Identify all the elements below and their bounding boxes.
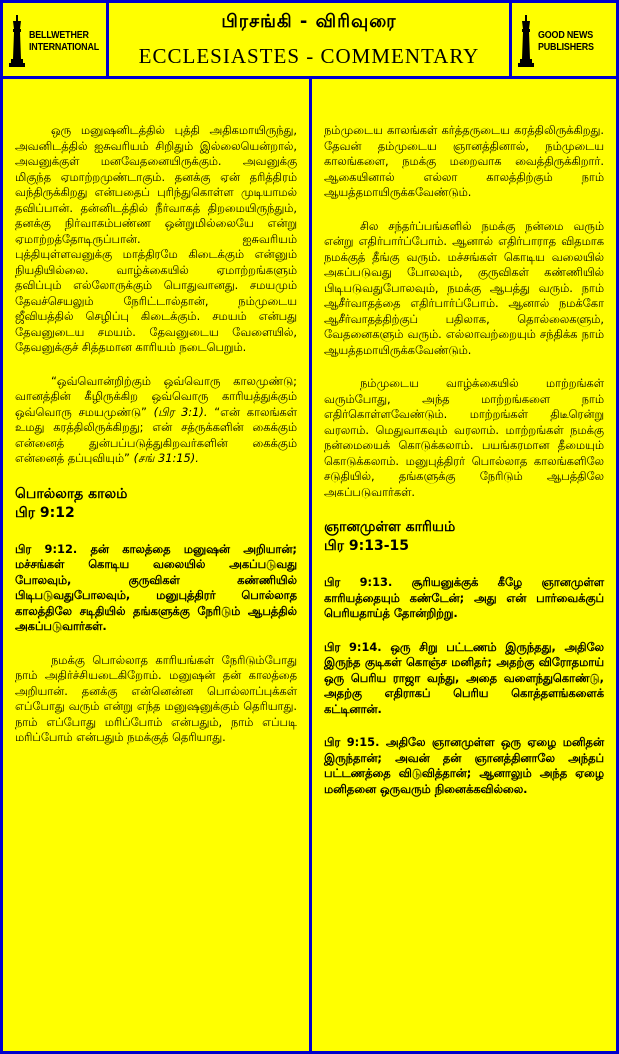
logo-right-line1: GOOD NEWS bbox=[538, 29, 593, 41]
quote-2-ref: (சங் 31:15). bbox=[133, 451, 199, 465]
logo-right-line2: PUBLISHERS bbox=[538, 41, 594, 53]
section-title: பொல்லாத காலம் bbox=[15, 485, 128, 502]
verse-9-12: பிர 9:12. தன் காலத்தை மனுஷன் அறியான்; மச்சங்கள் கொடிய வலையில் அகப்படுவது போலவும், குருவிகள் கண்ணியில் பிடிபடுவதுபோலவும், மனுபுத்திரர் பொல்லாத காலத்திலே சடிதியில் தங்களுக்கு நேரிடும் ஆபத்தில் அகப்படுவார்கள். bbox=[15, 541, 297, 633]
right-paragraph-3: நம்முடைய வாழ்க்கையில் மாற்றங்கள் வரும்போது, அந்த மாற்றங்களை நாம் எதிர்கொள்ளவேண்டும். மாற்றங்கள் திடீரென்று வரலாம். மெதுவாகவும் வரலாம். மாற்றங்கள் நமக்கு நன்மையைக் கொடுக்கலாம். பயங்கரமான தீமையும் கொடுக்கலாம். மனுபுத்திரர் பொல்லாத காலங்களிலே சடுதியில், தங்களுக்கு நேரிடும் ஆபத்திலே அகப்படுவார்கள். bbox=[324, 376, 604, 499]
section-title: ஞானமுள்ள காரியம் bbox=[324, 519, 456, 535]
section-ref: பிர 9:12 bbox=[15, 504, 75, 521]
section-heading-left bbox=[15, 485, 297, 523]
logo-left-line1: BELLWETHER bbox=[29, 29, 89, 41]
left-column bbox=[0, 76, 312, 1054]
verse-9-14: பிர 9:14. ஒரு சிறு பட்டணம் இருந்தது, அதிலே இருந்த குடிகள் கொஞ்ச மனிதர்; அதற்கு விரோதமாய் ஒரு பெரிய ராஜா வந்து, அதை வளைந்துகொண்டு, அதற்கு எதிராகப் பெரிய கொத்தளங்களைக் கட்டினான். bbox=[324, 639, 604, 716]
quote-2: “என் காலங்கள் உமது கரத்திலிருக்கிறது; என் சத்ருக்களின் கைக்கும் என்னைத் துன்பப்படுத்துகிறவர்களின் கைக்கும் என்னைத் தப்புவியும்” bbox=[15, 404, 297, 465]
title-tamil: பிரசங்கி - விரிவுரை bbox=[221, 11, 397, 32]
logo-right-box bbox=[509, 0, 619, 79]
section-heading-right bbox=[324, 518, 604, 556]
tower-icon bbox=[518, 15, 534, 67]
right-paragraph-1: நம்முடைய காலங்கள் கர்த்தருடைய கரத்திலிருக்கிறது. தேவன் தம்முடைய ஞானத்தினால், நம்முடைய காலங்களை, நமக்கு மறைவாக வைத்திருக்கிறார். ஆகையினால் எல்லா காலத்திற்கும் நாம் ஆயத்தமாயிருக்கவேண்டும். bbox=[324, 123, 604, 199]
right-paragraph-2: சில சந்தர்ப்பங்களில் நமக்கு நன்மை வரும் என்று எதிர்பார்ப்போம். ஆனால் எதிர்பாராத விதமாக நமக்குத் தீங்கு வரும். மச்சங்கள் கொடிய வலையில் அகப்படுவது போலவும், குருவிகள் கண்ணியில் பிடிபடுவதுபோலவும், நமக்கு ஆபத்து வரும். நாம் ஆசீர்வாதத்தை எதிர்பார்ப்போம். ஆனால் நமக்கோ ஆசீர்வாதத்திற்குப் பதிலாக, தொல்லைகளும், வேதனைகளும் வரும். எல்லாவற்றையும் சந்திக்க நாம் ஆயத்தமாயிருக்கவேண்டும். bbox=[324, 218, 604, 357]
left-paragraph-1: ஒரு மனுஷனிடத்தில் புத்தி அதிகமாயிருந்து, அவனிடத்தில் ஐசுவரியம் சிறிதும் இல்லையென்றால், அவனுக்குள் மனவேதனையிருக்கும். அவனுக்கு மிகுந்த ஏமாற்றமுண்டாகும். தனக்கு ஏன் தரித்திரம் வந்திருக்கிறது என்பதைப் புரிந்துகொள்ள முடியாமல் தவிப்பான். தன்னிடத்தில் நீர்வாகத் திறமையிருந்தும், தனக்கு நிர்வாகம்பண்ண ஒன்றுமில்லையே என்று ஏமாற்றத்தோடிருப்பான். ஐசுவரியம் புத்தியுள்ளவனுக்கு மாத்திரமே கிடைக்கும் என்னும் நியதியில்லை. வாழ்க்கையில் ஏமாற்றங்களும் தவிப்பும் எல்லோருக்கும் பொதுவானது. சமயமும் தேவச்செயலும் நேரிட்டால்தான், நம்முடைய ஜீவியத்தில் செழிப்பு கிடைக்கும். சமயம் என்பது தேவனுடைய சமயம். தேவனுடைய வேளையில், தேவனுக்குச் சித்தமான காரியம் நடைபெறும். bbox=[15, 123, 297, 354]
good-news-logo bbox=[518, 13, 612, 69]
verse-9-15: பிர 9:15. அதிலே ஞானமுள்ள ஒரு ஏழை மனிதன் இருந்தான்; அவன் தன் ஞானத்தினாலே அந்தப் பட்டணத்தை விடுவித்தான்; ஆனாலும் அந்த ஏழை மனிதனை ஒருவரும் நினைக்கவில்லை. bbox=[324, 735, 604, 796]
section-ref: பிர 9:13-15 bbox=[324, 538, 409, 554]
right-column bbox=[309, 76, 619, 1054]
verse-9-13: பிர 9:13. சூரியனுக்குக் கீழே ஞானமுள்ள காரியத்தையும் கண்டேன்; அது என் பார்வைக்குப் பெரியதாய்த் தோன்றிற்று. bbox=[324, 575, 604, 620]
left-paragraph-2 bbox=[15, 374, 297, 467]
bellwether-logo bbox=[9, 13, 102, 69]
quote-1: “ஒவ்வொன்றிற்கும் ஒவ்வொரு காலமுண்டு; வானத்தின் கீழிருக்கிற ஒவ்வொரு காரியத்துக்கும் ஒவ்வொரு சமயமுண்டு” bbox=[15, 373, 297, 419]
quote-1-ref: (பிர 3:1). bbox=[153, 404, 208, 419]
logo-left-line2: INTERNATIONAL bbox=[29, 41, 100, 53]
title-box bbox=[106, 0, 512, 79]
title-english: ECCLESIASTES - COMMENTARY bbox=[138, 44, 480, 68]
left-paragraph-3: நமக்கு பொல்லாத காரியங்கள் நேரிடும்போது நாம் அதிர்ச்சியடைகிறோம். மனுஷன் தன் காலத்தை அறியான். தனக்கு என்னென்ன பொல்லாப்புக்கள் எப்போது வரும் என்று எந்த மனுஷனுக்கும் தெரியாது. நாம் எப்போது மரிப்போம் என்பதும், நாம் எப்படி மரிப்போம் என்பதும் நமக்குத் தெரியாது. bbox=[15, 652, 297, 744]
tower-icon bbox=[9, 15, 25, 67]
logo-left-box bbox=[0, 0, 109, 79]
